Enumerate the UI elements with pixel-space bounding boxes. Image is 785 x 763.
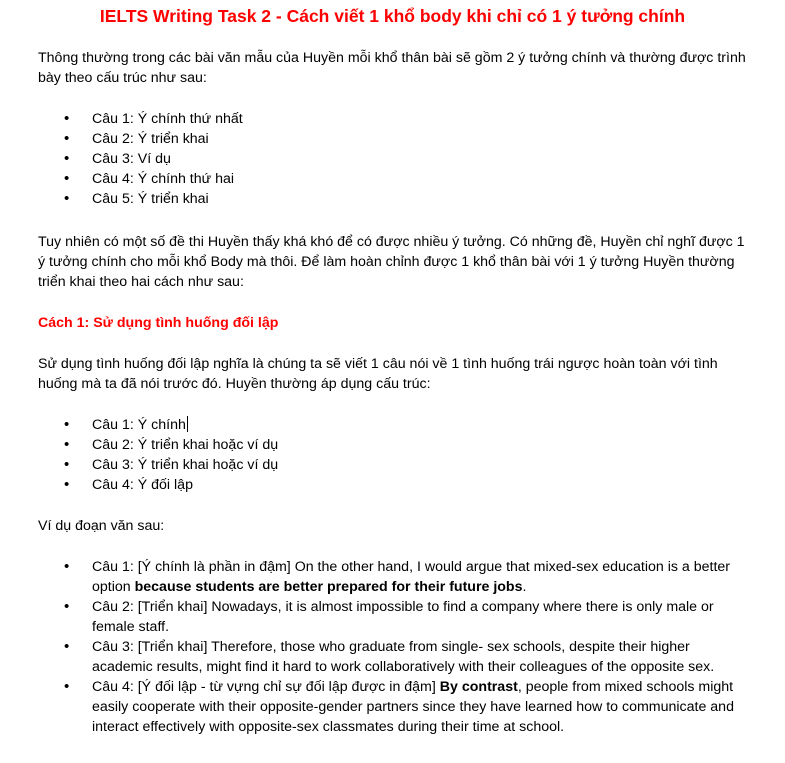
list-item: • Câu 4: Ý đối lập xyxy=(38,475,754,495)
list-item: • Câu 3: Ý triển khai hoặc ví dụ xyxy=(38,455,754,475)
list-item: • Câu 2: Ý triển khai xyxy=(38,129,754,149)
list-item xyxy=(38,415,754,435)
text-cursor xyxy=(187,416,188,432)
example-4-text: Câu 4: [Ý đối lập - từ vựng chỉ sự đối lập được in đậm] xyxy=(92,679,440,695)
list-item xyxy=(38,677,754,737)
example-1-text: Câu 1: [Ý chính là phần in đậm] On the other hand, I would argue that mixed-sex education is a better option xyxy=(92,559,731,595)
list-item: • Câu 2: Ý triển khai hoặc ví dụ xyxy=(38,435,754,455)
method-1-description: Sử dụng tình huống đối lập nghĩa là chúng ta sẽ viết 1 câu nói về 1 tình huống trái ngược hoàn toàn với tình huống mà ta đã nói trước đó. Huyền thường áp dụng cấu trúc: xyxy=(38,356,718,392)
list-item: • Câu 5: Ý triển khai xyxy=(38,189,754,209)
list-item: • Câu 3: Ví dụ xyxy=(38,149,754,169)
intro-paragraph: Thông thường trong các bài văn mẫu của Huyền mỗi khổ thân bài sẽ gồm 2 ý tưởng chính và thường được trình bày theo cấu trúc như sau: xyxy=(38,50,746,86)
list-item: • Câu 1: Ý chính thứ nhất xyxy=(38,109,754,129)
example-1-bold: because students are better prepared for their future jobs xyxy=(134,579,523,595)
method-1-list xyxy=(38,415,754,495)
list-item: • Câu 4: Ý chính thứ hai xyxy=(38,169,754,189)
example-1-end: . xyxy=(522,579,527,595)
example-list xyxy=(38,557,754,737)
list-item xyxy=(38,557,754,597)
structure-list xyxy=(38,109,754,209)
paragraph-2: Tuy nhiên có một số đề thi Huyền thấy khá khó để có được nhiều ý tưởng. Có những đề, Huyền chỉ nghĩ được 1 ý tưởng chính cho mỗi khổ Body mà thôi. Để làm hoàn chỉnh được 1 khổ thân bài với 1 ý tưởng Huyền thường triển khai theo hai cách như sau: xyxy=(38,234,745,290)
list-item-text: Câu 1: Ý chính xyxy=(92,417,186,433)
list-item: • Câu 3: [Triển khai] Therefore, those who graduate from single- sex schools, despite their higher academic results, might find it hard to work collaboratively with their colleagues of the opposite sex. xyxy=(38,637,754,677)
example-4-bold: By contrast xyxy=(439,679,518,695)
list-item: • Câu 2: [Triển khai] Nowadays, it is almost impossible to find a company where there is only male or female staff. xyxy=(38,597,754,637)
example-4-end: , people from mixed schools might easily cooperate with their opposite-gender partners since they have learned how to communicate and interact effectively with opposite-sex classmates during their time at school. xyxy=(92,679,734,735)
example-intro: Ví dụ đoạn văn sau: xyxy=(38,518,165,534)
method-1-heading: Cách 1: Sử dụng tình huống đối lập xyxy=(38,315,279,331)
page-title: IELTS Writing Task 2 - Cách viết 1 khổ body khi chỉ có 1 ý tưởng chính xyxy=(99,6,686,26)
